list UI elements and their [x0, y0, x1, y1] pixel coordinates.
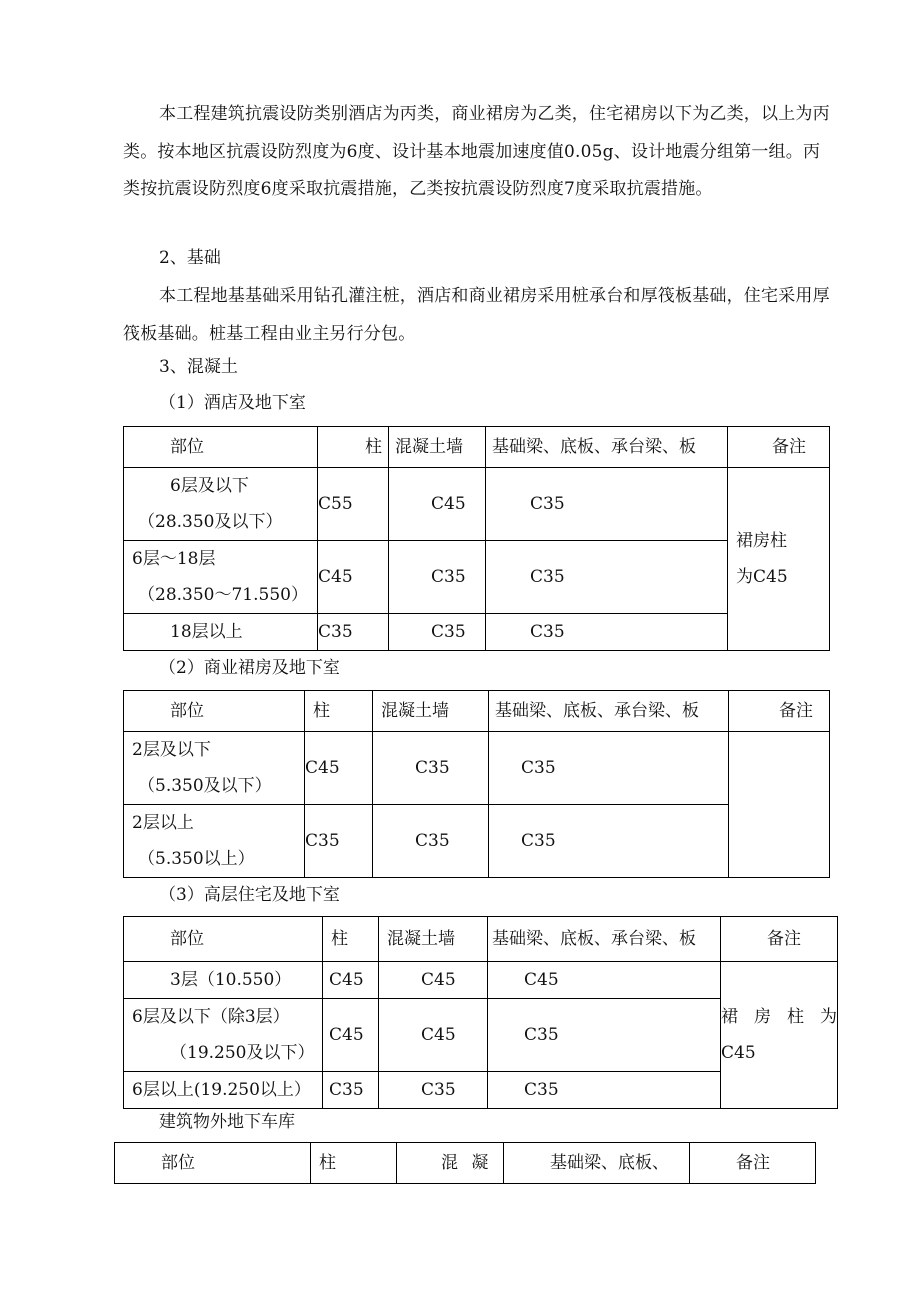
section-2-heading: 2、基础	[159, 248, 221, 268]
location-cell	[124, 999, 323, 1072]
column-grade: C45	[323, 962, 379, 999]
note-line-2: C45	[721, 1043, 756, 1063]
header-column: 柱	[305, 691, 373, 732]
table-row	[124, 614, 830, 651]
table-row	[124, 805, 830, 878]
beam-grade: C35	[489, 805, 729, 878]
beam-grade: C35	[488, 999, 721, 1072]
header-location: 部位	[115, 1143, 311, 1184]
note-cell	[728, 468, 830, 651]
header-beam: 基础梁、底板、承台梁、板	[489, 691, 729, 732]
wall-grade: C45	[389, 468, 486, 541]
location-label: 6层及以下（除3层）	[132, 1007, 290, 1027]
header-wall: 混凝土墙	[373, 691, 489, 732]
location-label: 2层及以下	[132, 740, 211, 760]
table4-caption: 建筑物外地下车库	[159, 1112, 295, 1132]
header-column: 柱	[323, 917, 379, 962]
header-note: 备注	[690, 1143, 816, 1184]
column-grade: C35	[305, 805, 373, 878]
table1-caption: （1）酒店及地下室	[159, 393, 306, 413]
header-note: 备注	[729, 691, 830, 732]
table2-caption: （2）商业裙房及地下室	[159, 658, 340, 678]
note-line-1: 裙房柱	[736, 531, 787, 551]
header-location: 部位	[124, 917, 323, 962]
residential-concrete-table	[123, 916, 838, 1109]
location-cell	[124, 468, 318, 541]
table-header-row	[124, 691, 830, 732]
header-column: 柱	[318, 427, 389, 468]
header-wall: 混凝土墙	[379, 917, 488, 962]
location-label: 18层以上	[124, 614, 318, 651]
elevation-label: （19.250及以下）	[170, 1043, 315, 1063]
header-column: 柱	[311, 1143, 397, 1184]
beam-grade: C45	[488, 962, 721, 999]
location-cell	[124, 732, 305, 805]
commercial-concrete-table	[123, 690, 830, 878]
wall-grade: C45	[379, 962, 488, 999]
header-beam: 基础梁、底板、承台梁、板	[488, 917, 721, 962]
header-location: 部位	[124, 427, 318, 468]
table-row	[124, 962, 838, 999]
beam-grade: C35	[486, 541, 728, 614]
foundation-paragraph: 本工程地基基础采用钻孔灌注桩，酒店和商业裙房采用桩承台和厚筏板基础，住宅采用厚筏板基础。桩基工程由业主另行分包。	[123, 286, 830, 344]
wall-grade: C35	[379, 1072, 488, 1109]
location-label: 6层以上(19.250以上）	[124, 1072, 323, 1109]
column-grade: C35	[318, 614, 389, 651]
note-line-2: 为C45	[736, 567, 788, 587]
column-grade: C45	[305, 732, 373, 805]
hotel-concrete-table	[123, 426, 830, 651]
table3-caption: （3）高层住宅及地下室	[159, 885, 340, 905]
wall-grade: C35	[389, 541, 486, 614]
section-3-heading: 3、混凝土	[159, 357, 238, 377]
header-beam: 基础梁、底板、	[504, 1143, 690, 1184]
wall-grade: C35	[389, 614, 486, 651]
header-location: 部位	[124, 691, 305, 732]
elevation-label: （5.350及以下）	[138, 776, 272, 796]
column-grade: C35	[323, 1072, 379, 1109]
note-cell	[729, 732, 830, 878]
note-cell	[721, 962, 838, 1109]
location-label: 3层（10.550）	[124, 962, 323, 999]
column-grade: C45	[318, 541, 389, 614]
column-grade: C55	[318, 468, 389, 541]
garage-concrete-table	[114, 1142, 816, 1184]
elevation-label: （28.350～71.550）	[138, 585, 308, 605]
wall-grade: C45	[379, 999, 488, 1072]
note-line-1: 裙房柱为	[721, 1007, 837, 1027]
table-header-row	[115, 1143, 816, 1184]
intro-paragraph: 本工程建筑抗震设防类别酒店为丙类，商业裙房为乙类，住宅裙房以下为乙类，以上为丙类。按本地区抗震设防烈度为6度、设计基本地震加速度值0.05g、设计地震分组第一组。丙类按抗震设防烈度6度采取抗震措施，乙类按抗震设防烈度7度采取抗震措施。	[123, 104, 830, 199]
location-cell	[124, 805, 305, 878]
beam-grade: C35	[486, 468, 728, 541]
header-beam: 基础梁、底板、承台梁、板	[486, 427, 728, 468]
column-grade: C45	[323, 999, 379, 1072]
table-row	[124, 468, 830, 541]
header-note: 备注	[721, 917, 838, 962]
wall-grade: C35	[373, 805, 489, 878]
header-wall: 混凝土墙	[389, 427, 486, 468]
wall-grade: C35	[373, 732, 489, 805]
beam-grade: C35	[489, 732, 729, 805]
table-header-row	[124, 427, 830, 468]
location-label: 6层及以下	[170, 476, 249, 496]
header-note: 备注	[728, 427, 830, 468]
table-row	[124, 541, 830, 614]
location-label: 2层以上	[132, 813, 194, 833]
table-row	[124, 732, 830, 805]
elevation-label: （5.350以上）	[138, 849, 255, 869]
beam-grade: C35	[486, 614, 728, 651]
location-label: 6层～18层	[132, 549, 216, 569]
header-wall: 混 凝	[397, 1143, 504, 1184]
beam-grade: C35	[488, 1072, 721, 1109]
table-header-row	[124, 917, 838, 962]
elevation-label: （28.350及以下）	[138, 512, 283, 532]
location-cell	[124, 541, 318, 614]
